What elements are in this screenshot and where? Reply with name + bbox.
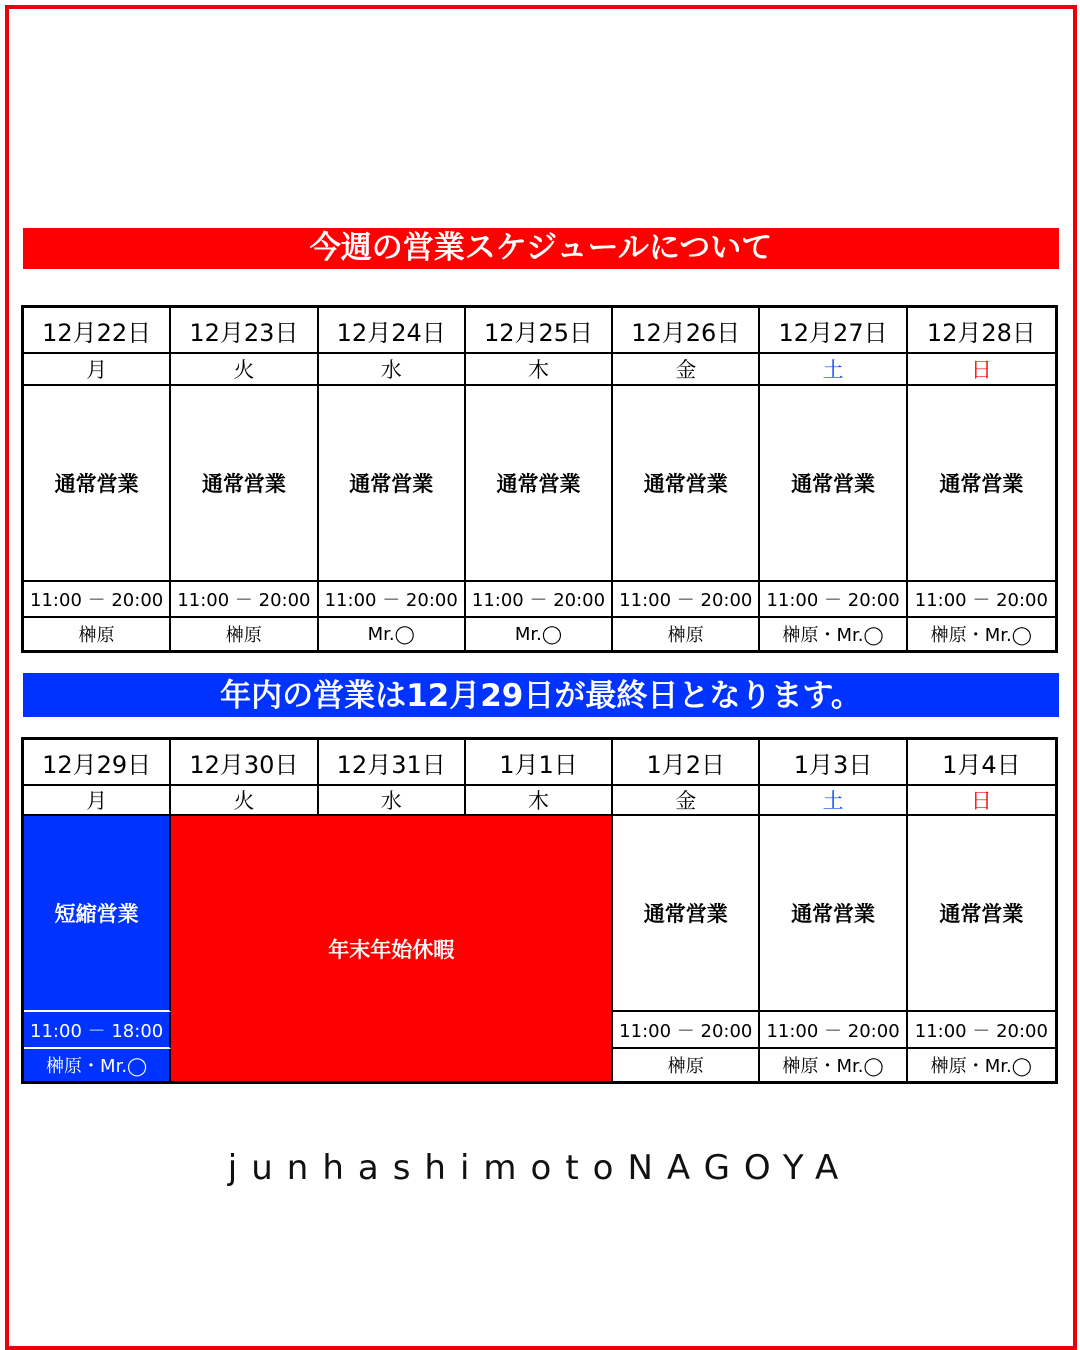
date-cell: 12月25日 bbox=[466, 308, 613, 354]
weekday-cell-saturday: 土 bbox=[760, 786, 907, 816]
hours-cell: 11:00 － 20:00 bbox=[613, 582, 760, 618]
weekday-cell: 金 bbox=[613, 786, 760, 816]
weekday-cell: 金 bbox=[613, 354, 760, 386]
weekday-cell: 月 bbox=[24, 786, 171, 816]
weekday-cell-sunday: 日 bbox=[908, 354, 1055, 386]
year-end-holiday-block: 年末年始休暇 bbox=[171, 816, 613, 1081]
staff-cell: 榊原・Mr.◯ bbox=[760, 1049, 907, 1081]
year-end-notice-banner: 年内の営業は12月29日が最終日となります。 bbox=[23, 673, 1059, 717]
hours-cell: 11:00 － 20:00 bbox=[760, 582, 907, 618]
hours-cell: 11:00 － 20:00 bbox=[171, 582, 318, 618]
staff-cell: Mr.◯ bbox=[466, 618, 613, 650]
hours-cell: 11:00 － 20:00 bbox=[613, 1012, 760, 1049]
date-cell: 1月4日 bbox=[908, 740, 1055, 786]
status-cell: 通常営業 bbox=[24, 386, 171, 582]
weekday-cell-saturday: 土 bbox=[760, 354, 907, 386]
status-cell-shortened: 短縮営業 bbox=[24, 816, 171, 1012]
date-cell: 1月3日 bbox=[760, 740, 907, 786]
brand-footer: junhashimotoNAGOYA bbox=[227, 1148, 853, 1188]
status-cell: 通常営業 bbox=[613, 386, 760, 582]
hours-cell: 11:00 － 20:00 bbox=[908, 1012, 1055, 1049]
hours-cell: 11:00 － 18:00 bbox=[24, 1012, 171, 1049]
date-cell: 12月22日 bbox=[24, 308, 171, 354]
staff-cell: Mr.◯ bbox=[319, 618, 466, 650]
status-cell: 通常営業 bbox=[319, 386, 466, 582]
week2-schedule-table bbox=[21, 737, 1058, 1084]
date-cell: 12月26日 bbox=[613, 308, 760, 354]
staff-cell: 榊原・Mr.◯ bbox=[930, 1056, 1032, 1077]
status-cell: 通常営業 bbox=[760, 816, 907, 1012]
staff-cell: 榊原・Mr.◯ bbox=[760, 618, 907, 650]
hours-cell: 11:00 － 20:00 bbox=[908, 582, 1055, 618]
weekday-cell: 木 bbox=[466, 354, 613, 386]
date-cell: 12月30日 bbox=[171, 740, 318, 786]
weekly-schedule-banner: 今週の営業スケジュールについて bbox=[23, 228, 1059, 269]
staff-cell: 榊原・Mr.◯ bbox=[24, 1049, 171, 1081]
weekday-cell: 火 bbox=[171, 786, 318, 816]
staff-cell: 榊原 bbox=[613, 618, 760, 650]
date-cell: 12月31日 bbox=[319, 740, 466, 786]
date-cell: 1月2日 bbox=[613, 740, 760, 786]
date-cell: 12月27日 bbox=[760, 308, 907, 354]
date-cell: 12月29日 bbox=[24, 740, 171, 786]
weekday-cell-sunday: 日 bbox=[908, 786, 1055, 816]
date-cell: 12月24日 bbox=[319, 308, 466, 354]
week1-schedule-table bbox=[21, 305, 1058, 653]
status-cell: 通常営業 bbox=[908, 386, 1055, 582]
staff-cell: 榊原 bbox=[171, 618, 318, 650]
status-cell: 通常営業 bbox=[466, 386, 613, 582]
date-cell: 12月28日 bbox=[908, 308, 1055, 354]
date-cell: 1月1日 bbox=[466, 740, 613, 786]
hours-cell: 11:00 － 20:00 bbox=[319, 582, 466, 618]
hours-cell: 11:00 － 20:00 bbox=[466, 582, 613, 618]
staff-cell: 榊原 bbox=[613, 1049, 760, 1081]
status-cell: 通常営業 bbox=[171, 386, 318, 582]
hours-cell: 11:00 － 20:00 bbox=[760, 1012, 907, 1049]
weekday-cell: 水 bbox=[319, 354, 466, 386]
hours-cell: 11:00 － 20:00 bbox=[24, 582, 171, 618]
weekday-cell: 月 bbox=[24, 354, 171, 386]
date-cell: 12月23日 bbox=[171, 308, 318, 354]
weekday-cell: 水 bbox=[319, 786, 466, 816]
status-cell: 通常営業 bbox=[760, 386, 907, 582]
weekday-cell: 木 bbox=[466, 786, 613, 816]
status-cell: 通常営業 bbox=[908, 816, 1055, 1012]
status-cell: 通常営業 bbox=[613, 816, 760, 1012]
staff-cell: 榊原 bbox=[24, 618, 171, 650]
staff-cell: 榊原・Mr.◯ bbox=[930, 625, 1032, 646]
weekday-cell: 火 bbox=[171, 354, 318, 386]
